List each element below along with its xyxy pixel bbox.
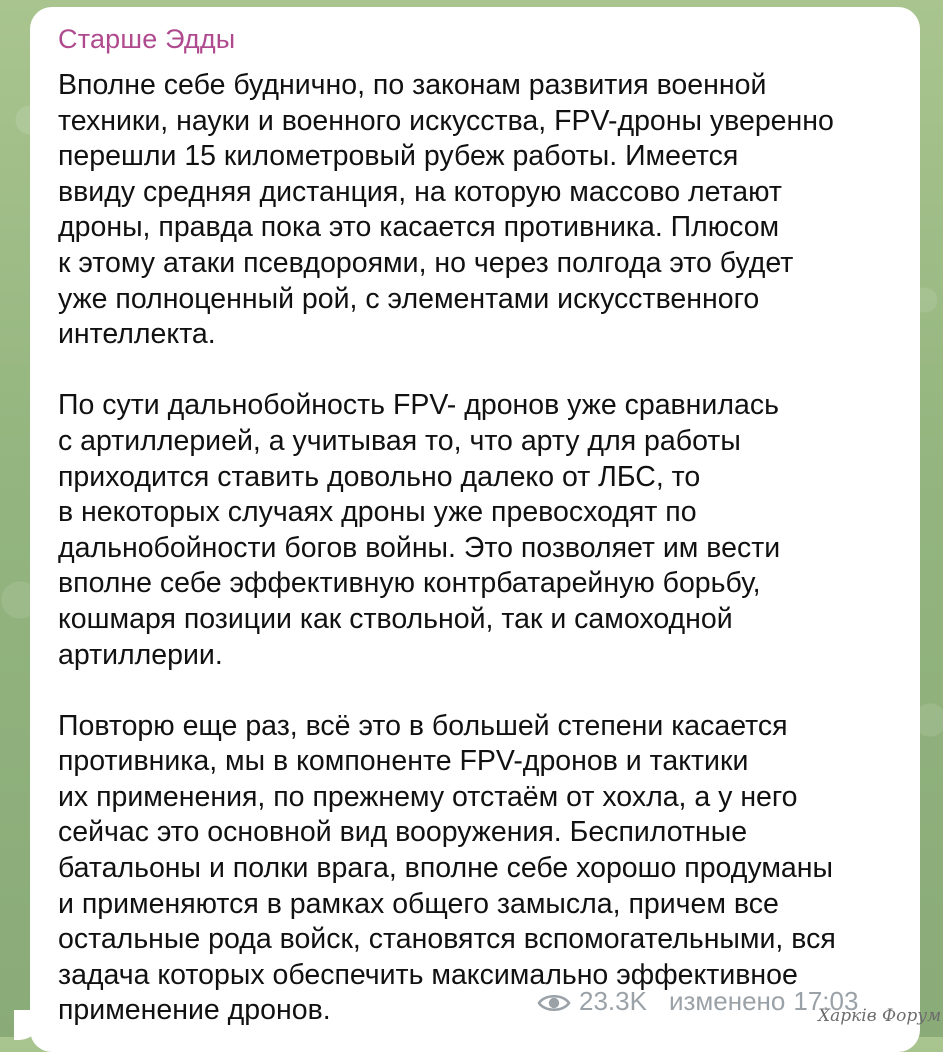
message-line: с артиллерией, а учитывая то, что арту для работы [58,424,741,457]
message-line: кошмаря позиции как ствольной, так и самоходной [58,602,733,635]
message-line: интеллекта. [58,318,216,351]
message-line: сейчас это основной вид вооружения. Беспилотные [58,816,748,849]
message-line: дроны, правда пока это касается противника. Плюсом [58,211,780,244]
message-line: ввиду средняя дистанция, на которую массово летают [58,175,782,208]
edited-label: изменено [668,985,786,1016]
message-meta [537,983,858,1019]
message-line: задача которых обеспечить максимально эффективное [58,958,798,991]
view-count: 23.3K [579,985,647,1016]
message-line: в некоторых случаях дроны уже превосходят по [58,496,697,529]
eye-icon [537,990,571,1012]
message-line: Вполне себе буднично, по законам развития военной [58,69,767,101]
message-line: дальнобойности богов войны. Это позволяет им вести [58,531,781,564]
message-line: противника, мы в компоненте FPV-дронов и тактики [58,745,749,778]
message-line: применение дронов. [58,994,331,1027]
message-line: остальные рода войск, становятся вспомогательными, вся [58,923,836,956]
watermark: Харків Форум [818,1006,942,1026]
message-line: и применяются в рамках общего замысла, причем все [58,887,779,920]
paragraph-gap [58,673,908,709]
message-line: По сути дальнобойность FPV- дронов уже сравнилась [58,389,779,422]
message-time: 17:03 [793,985,859,1016]
message-line: к этому атаки псевдороями, но через полгода это будет [58,246,794,279]
message-line: перешли 15 километровый рубеж работы. Имеется [58,140,739,173]
message-line: вполне себе эффективную контрбатарейную борьбу, [58,567,761,600]
message-line: Повторю еще раз, всё это в большей степени касается [58,709,788,742]
message-line: батальоны и полки врага, вполне себе хорошо продуманы [58,852,834,885]
message-line: приходится ставить довольно далеко от ЛБС, то [58,460,701,493]
paragraph-gap [58,353,908,389]
message-line: техники, науки и военного искусства, FPV-дроны уверенно [58,104,834,137]
sender-name[interactable]: Старше Эдды [58,24,236,54]
message-text [58,68,908,1029]
message-line: уже полноценный рой, с элементами искусственного [58,282,760,315]
message-line: их применения, по прежнему отстаём от хохла, а у него [58,780,798,813]
message-line: артиллерии. [58,638,223,671]
